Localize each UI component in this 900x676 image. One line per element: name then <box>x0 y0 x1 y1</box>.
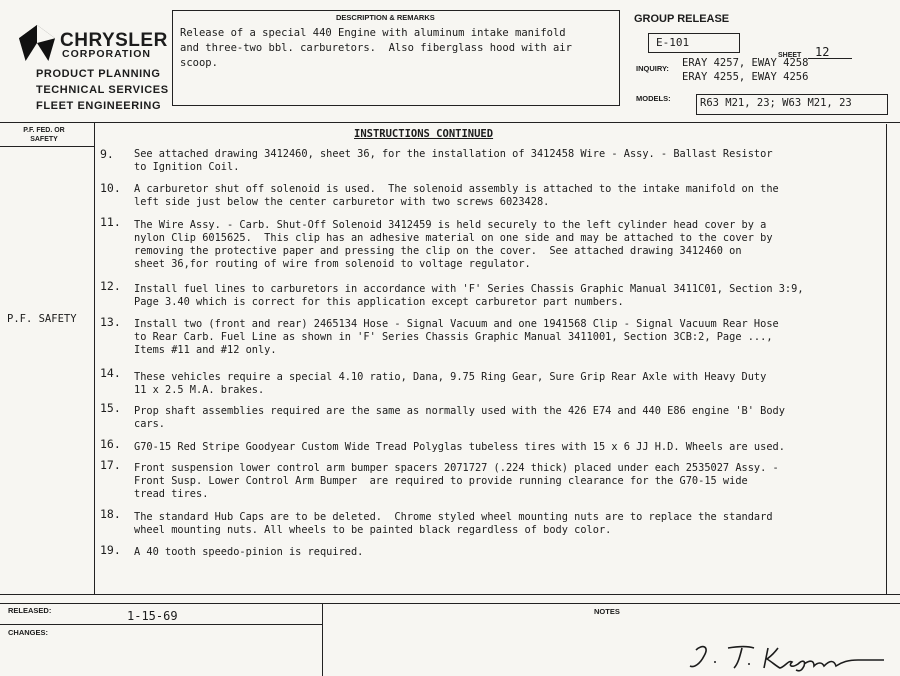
frame-top-line <box>0 122 900 123</box>
item-10-text: A carburetor shut off solenoid is used. The solenoid assembly is attached to the intake manifold on the left side just below the center carburetor with two screws 6023428. <box>134 183 779 208</box>
item-11-text: The Wire Assy. - Carb. Shut-Off Solenoid 3412459 is held securely to the left cylinder head cover by a nylon Clip 6015625. This clip has an adhesive material on one side and may be attached to the cover by removing the protective paper and pressing the clip on the cover. See attached drawing 3412460 on sheet 36,for routing of wire from solenoid to voltage regulator. <box>134 219 773 270</box>
inquiry-label: INQUIRY: <box>636 64 669 73</box>
released-label: RELEASED: <box>8 606 52 615</box>
item-18-number: 18. <box>100 507 121 521</box>
department-technical-services: TECHNICAL SERVICES <box>36 84 169 96</box>
item-16-text: G70-15 Red Stripe Goodyear Custom Wide Tread Polyglas tubeless tires with 15 x 6 JJ H.D. Wheels are used. <box>134 441 785 453</box>
sheet-underline <box>808 58 852 59</box>
changes-label: CHANGES: <box>8 628 49 637</box>
item-19-text: A 40 tooth speedo-pinion is required. <box>134 546 364 558</box>
frame-right-border <box>886 124 887 594</box>
company-name: CHRYSLER <box>60 30 168 51</box>
released-date: 1-15-69 <box>127 609 178 623</box>
pf-fed-label: P.F. FED. OR SAFETY <box>23 127 65 143</box>
item-14-text: These vehicles require a special 4.10 ratio, Dana, 9.75 Ring Gear, Sure Grip Rear Axle with Heavy Duty 11 x 2.5 M.A. brakes. <box>134 371 767 396</box>
item-14-number: 14. <box>100 366 121 380</box>
chrysler-pentastar-logo <box>18 24 56 62</box>
item-13-text: Install two (front and rear) 2465134 Hose - Signal Vacuum and one 1941568 Clip - Signal Vacuum Rear Hose to Rear Carb. Fuel Line as shown in 'F' Series Chassis Graphic Manual 3411001, Section 3CB:2, Page ..., Items #11 and #12 only. <box>134 318 779 356</box>
company-subname: CORPORATION <box>62 48 151 60</box>
inquiry-line-1: ERAY 4257, EWAY 4258 <box>682 57 809 69</box>
group-release-value: E-101 <box>656 36 690 49</box>
description-text: Release of a special 440 Engine with aluminum intake manifold and three-two bbl. carburetors. Also fiberglass hood with air scoop. <box>180 27 572 69</box>
frame-bottom-line <box>0 594 900 595</box>
signature <box>688 642 888 672</box>
frame-left-divider <box>94 122 95 594</box>
item-12-text: Install fuel lines to carburetors in accordance with 'F' Series Chassis Graphic Manual 3411C01, Section 3:9, Page 3.40 which is correct for this application except carburetor part numbers. <box>134 283 804 308</box>
item-16-number: 16. <box>100 437 121 451</box>
pf-fed-underline <box>0 146 95 147</box>
department-fleet-engineering: FLEET ENGINEERING <box>36 100 162 112</box>
item-13-number: 13. <box>100 315 121 329</box>
instructions-title: INSTRUCTIONS CONTINUED <box>354 128 494 140</box>
models-value: R63 M21, 23; W63 M21, 23 <box>700 97 852 109</box>
group-release-label: GROUP RELEASE <box>634 13 730 25</box>
footer-top-line <box>0 603 900 604</box>
description-label: DESCRIPTION & REMARKS <box>336 13 435 22</box>
released-underline <box>0 624 323 625</box>
sheet-label: SHEET <box>778 52 802 59</box>
item-17-number: 17. <box>100 458 121 472</box>
item-18-text: The standard Hub Caps are to be deleted. Chrome styled wheel mounting nuts are to replace the standard wheel mounting nuts. All wheels to be painted black regardless of body color. <box>134 511 773 536</box>
item-19-number: 19. <box>100 543 121 557</box>
item-17-text: Front suspension lower control arm bumper spacers 2071727 (.224 thick) placed under each 2535027 Assy. - Front Susp. Lower Control Arm Bumper are required to provide running clearance for the G70-15 wide tread tires. <box>134 462 779 500</box>
item-10-number: 10. <box>100 181 121 195</box>
item-11-number: 11. <box>100 215 121 229</box>
models-label: MODELS: <box>636 94 671 103</box>
item-9-number: 9. <box>100 147 114 161</box>
sheet-value: 12 <box>815 45 830 59</box>
pf-safety-label: P.F. SAFETY <box>7 313 77 325</box>
item-12-number: 12. <box>100 279 121 293</box>
item-15-number: 15. <box>100 401 121 415</box>
item-9-text: See attached drawing 3412460, sheet 36, for the installation of 3412458 Wire - Assy. - Ballast Resistor to Ignition Coil. <box>134 148 773 173</box>
inquiry-line-2: ERAY 4255, EWAY 4256 <box>682 71 809 83</box>
footer-divider <box>322 603 323 676</box>
department-product-planning: PRODUCT PLANNING <box>36 68 161 80</box>
notes-label: NOTES <box>594 607 620 616</box>
item-15-text: Prop shaft assemblies required are the same as normally used with the 426 E74 and 440 E86 engine 'B' Body cars. <box>134 405 785 430</box>
